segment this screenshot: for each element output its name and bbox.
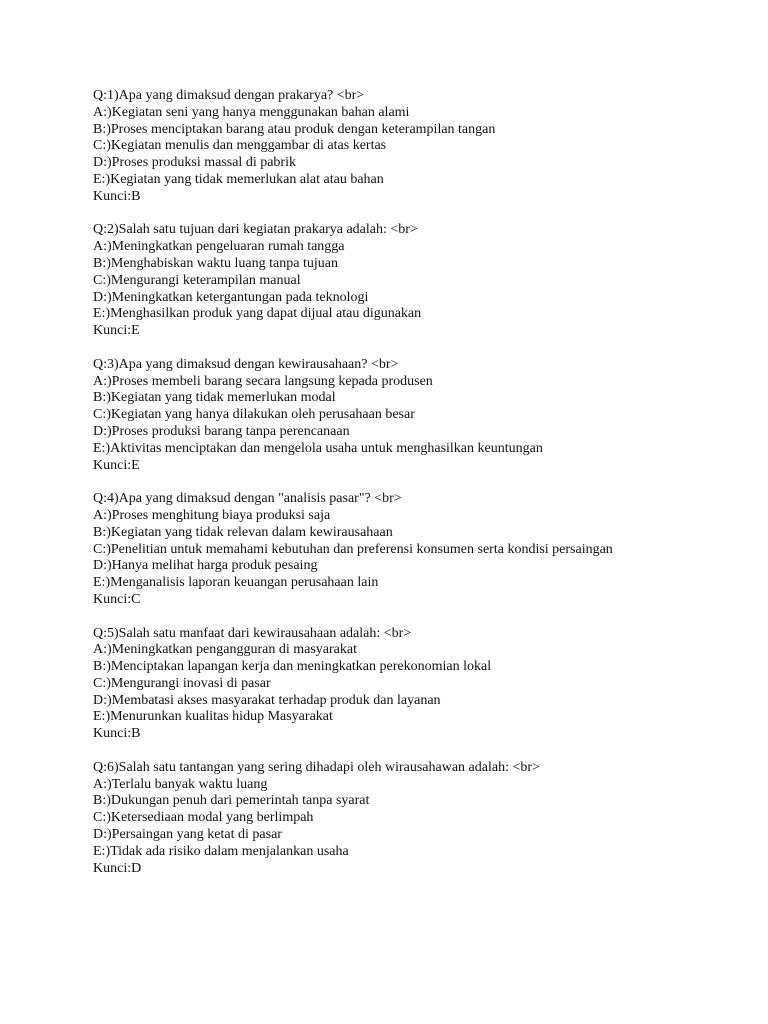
option-e: E:)Aktivitas menciptakan dan mengelola usaha untuk menghasilkan keuntungan <box>93 440 543 456</box>
option-d: D:)Meningkatkan ketergantungan pada teknologi <box>93 289 369 305</box>
question-text: Q:4)Apa yang dimaksud dengan "analisis pasar"? <br> <box>93 491 402 507</box>
answer-key: Kunci:E <box>93 457 140 473</box>
option-c: C:)Ketersediaan modal yang berlimpah <box>93 810 314 826</box>
question-block-1 <box>93 88 753 206</box>
answer-key: Kunci:D <box>93 860 142 876</box>
answer-key: Kunci:B <box>93 188 141 204</box>
option-e: E:)Kegiatan yang tidak memerlukan alat atau bahan <box>93 171 384 187</box>
option-a: A:)Proses menghitung biaya produksi saja <box>93 507 331 523</box>
option-d: D:)Proses produksi barang tanpa perencanaan <box>93 423 350 439</box>
question-text: Q:2)Salah satu tujuan dari kegiatan prakarya adalah: <br> <box>93 222 418 238</box>
document-page <box>93 88 753 894</box>
answer-key: Kunci:B <box>93 726 141 742</box>
option-c: C:)Mengurangi keterampilan manual <box>93 272 301 288</box>
option-a: A:)Meningkatkan pengeluaran rumah tangga <box>93 239 345 255</box>
option-a: A:)Terlalu banyak waktu luang <box>93 776 268 792</box>
question-text: Q:3)Apa yang dimaksud dengan kewirausahaan? <br> <box>93 356 399 372</box>
question-block-2 <box>93 222 753 340</box>
option-a: A:)Meningkatkan pengangguran di masyarakat <box>93 642 357 658</box>
option-d: D:)Hanya melihat harga produk pesaing <box>93 558 318 574</box>
option-c: C:)Kegiatan menulis dan menggambar di atas kertas <box>93 138 387 154</box>
option-b: B:)Proses menciptakan barang atau produk dengan keterampilan tangan <box>93 121 496 137</box>
option-a: A:)Proses membeli barang secara langsung kepada produsen <box>93 373 433 389</box>
question-block-6 <box>93 760 753 878</box>
option-a: A:)Kegiatan seni yang hanya menggunakan bahan alami <box>93 104 410 120</box>
option-d: D:)Persaingan yang ketat di pasar <box>93 827 282 843</box>
option-b: B:)Kegiatan yang tidak memerlukan modal <box>93 390 336 406</box>
question-text: Q:5)Salah satu manfaat dari kewirausahaan adalah: <br> <box>93 625 412 641</box>
option-c: C:)Mengurangi inovasi di pasar <box>93 675 271 691</box>
option-b: B:)Menciptakan lapangan kerja dan meningkatkan perekonomian lokal <box>93 659 492 675</box>
option-e: E:)Tidak ada risiko dalam menjalankan usaha <box>93 843 349 859</box>
option-b: B:)Kegiatan yang tidak relevan dalam kewirausahaan <box>93 524 393 540</box>
option-e: E:)Menurunkan kualitas hidup Masyarakat <box>93 709 333 725</box>
question-block-5 <box>93 626 753 744</box>
option-d: D:)Proses produksi massal di pabrik <box>93 155 296 171</box>
question-text: Q:1)Apa yang dimaksud dengan prakarya? <br> <box>93 88 365 103</box>
option-b: B:)Menghabiskan waktu luang tanpa tujuan <box>93 255 338 271</box>
option-e: E:)Menganalisis laporan keuangan perusahaan lain <box>93 575 379 591</box>
question-block-4 <box>93 491 753 609</box>
answer-key: Kunci:E <box>93 323 140 339</box>
question-text: Q:6)Salah satu tantangan yang sering dihadapi oleh wirausahawan adalah: <br> <box>93 759 540 775</box>
question-block-3 <box>93 357 753 475</box>
option-b: B:)Dukungan penuh dari pemerintah tanpa syarat <box>93 793 370 809</box>
option-c: C:)Kegiatan yang hanya dilakukan oleh perusahaan besar <box>93 407 415 423</box>
option-c: C:)Penelitian untuk memahami kebutuhan dan preferensi konsumen serta kondisi persaingan <box>93 541 613 557</box>
option-e: E:)Menghasilkan produk yang dapat dijual atau digunakan <box>93 306 422 322</box>
option-d: D:)Membatasi akses masyarakat terhadap produk dan layanan <box>93 692 441 708</box>
answer-key: Kunci:C <box>93 591 141 607</box>
